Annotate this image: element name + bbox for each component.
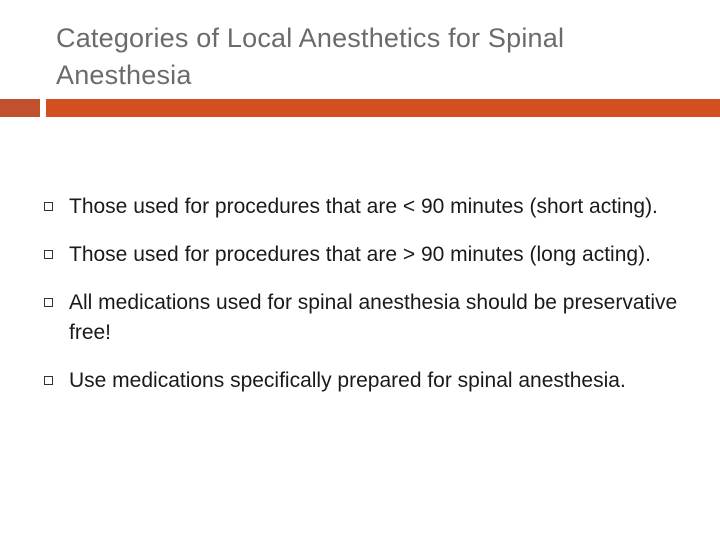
bullet-text: Those used for procedures that are < 90 minutes (short acting).	[69, 195, 658, 218]
hollow-square-bullet-icon	[44, 202, 53, 211]
hollow-square-bullet-icon	[44, 376, 53, 385]
list-item	[44, 192, 684, 222]
list-item	[44, 366, 684, 396]
accent-bar	[46, 99, 720, 117]
hollow-square-bullet-icon	[44, 298, 53, 307]
accent-bar-left	[0, 99, 40, 117]
slide-title: Categories of Local Anesthetics for Spinal Anesthesia	[56, 23, 565, 90]
bullet-text: Those used for procedures that are > 90 minutes (long acting).	[69, 243, 651, 266]
bullet-text: Use medications specifically prepared for spinal anesthesia.	[69, 369, 626, 392]
bullet-text: All medications used for spinal anesthesia should be preservative free!	[69, 291, 678, 344]
hollow-square-bullet-icon	[44, 250, 53, 259]
list-item	[44, 240, 684, 270]
bullet-list	[44, 192, 684, 414]
list-item	[44, 288, 684, 348]
